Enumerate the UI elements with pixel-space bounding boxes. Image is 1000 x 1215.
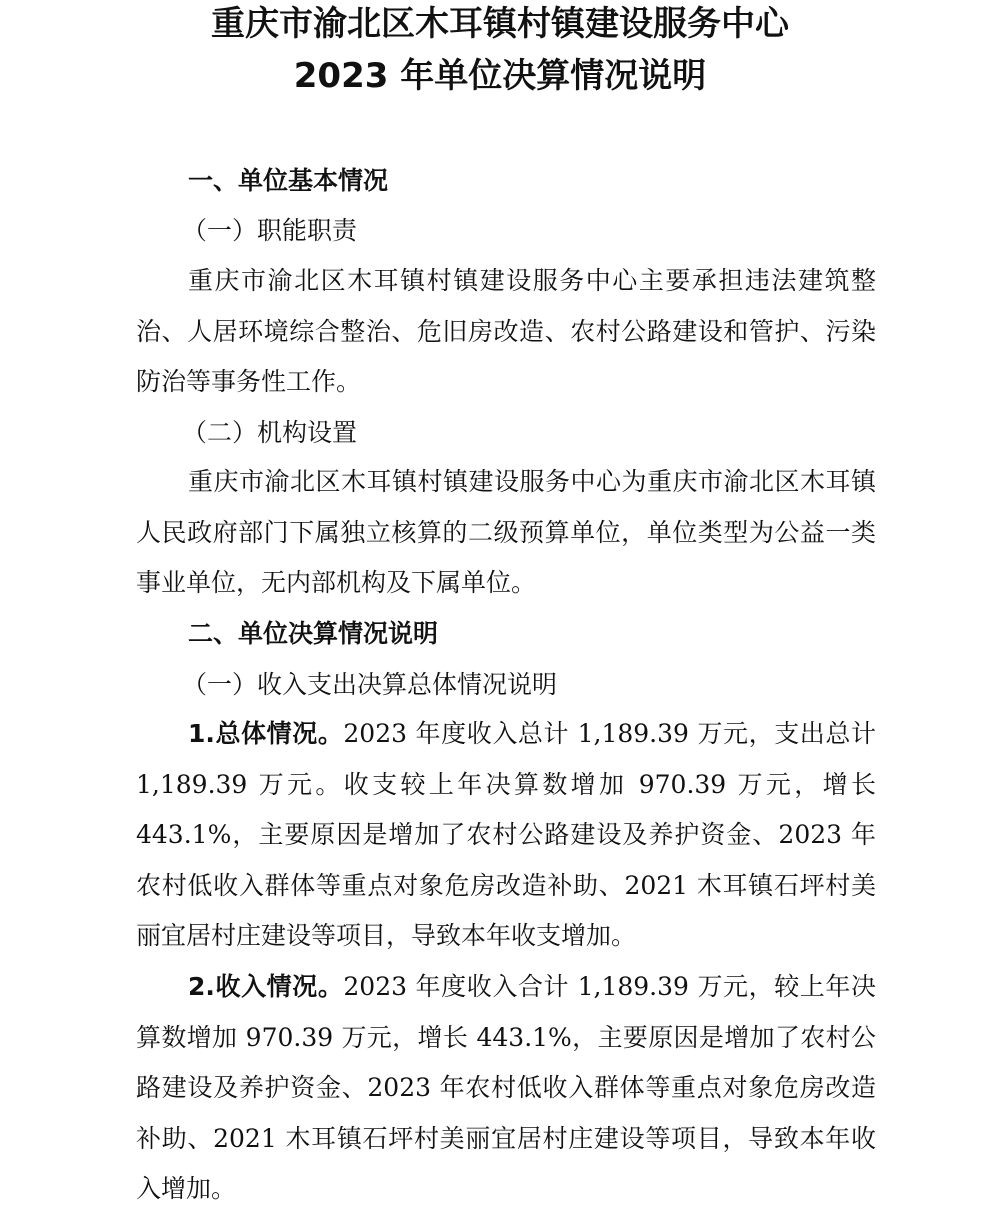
document-title-line1: 重庆市渝北区木耳镇村镇建设服务中心 (211, 4, 789, 44)
section2-sub1-heading: （一）收入支出决算总体情况说明 (182, 670, 558, 699)
section1-sub1-paragraph: 重庆市渝北区木耳镇村镇建设服务中心主要承担违法建筑整治、人居环境综合整治、危旧房改造、农村公路建设和管护、污染防治等事务性工作。 (136, 266, 876, 396)
section1-sub1-heading: （一）职能职责 (182, 216, 358, 245)
overall-label: 1.总体情况。 (188, 719, 344, 748)
income-paragraph (136, 962, 876, 1215)
overall-paragraph (136, 709, 876, 962)
overall-text: 2023 年度收入总计 1,189.39 万元，支出总计 1,189.39 万元。收支较上年决算数增加 970.39 万元，增长 443.1%，主要原因是增加了农村公路建设及养护资金、2023 年农村低收入群体等重点对象危房改造补助、2021 木耳镇石坪村美丽宜居村庄建设等项目，导致本年收支增加。 (136, 719, 876, 950)
section2-heading: 二、单位决算情况说明 (188, 619, 439, 648)
section1-sub2-heading: （二）机构设置 (182, 418, 358, 447)
income-text: 2023 年度收入合计 1,189.39 万元，较上年决算数增加 970.39 万元，增长 443.1%，主要原因是增加了农村公路建设及养护资金、2023 年农村低收入群体等重点对象危房改造补助、2021 木耳镇石坪村美丽宜居村庄建设等项目，导致本年收入增加。 (136, 972, 876, 1203)
document-title-line2: 2023 年单位决算情况说明 (293, 56, 707, 96)
section1-heading: 一、单位基本情况 (188, 166, 389, 195)
income-label: 2.收入情况。 (188, 972, 344, 1001)
section1-sub2-paragraph: 重庆市渝北区木耳镇村镇建设服务中心为重庆市渝北区木耳镇人民政府部门下属独立核算的二级预算单位，单位类型为公益一类事业单位，无内部机构及下属单位。 (136, 467, 876, 597)
